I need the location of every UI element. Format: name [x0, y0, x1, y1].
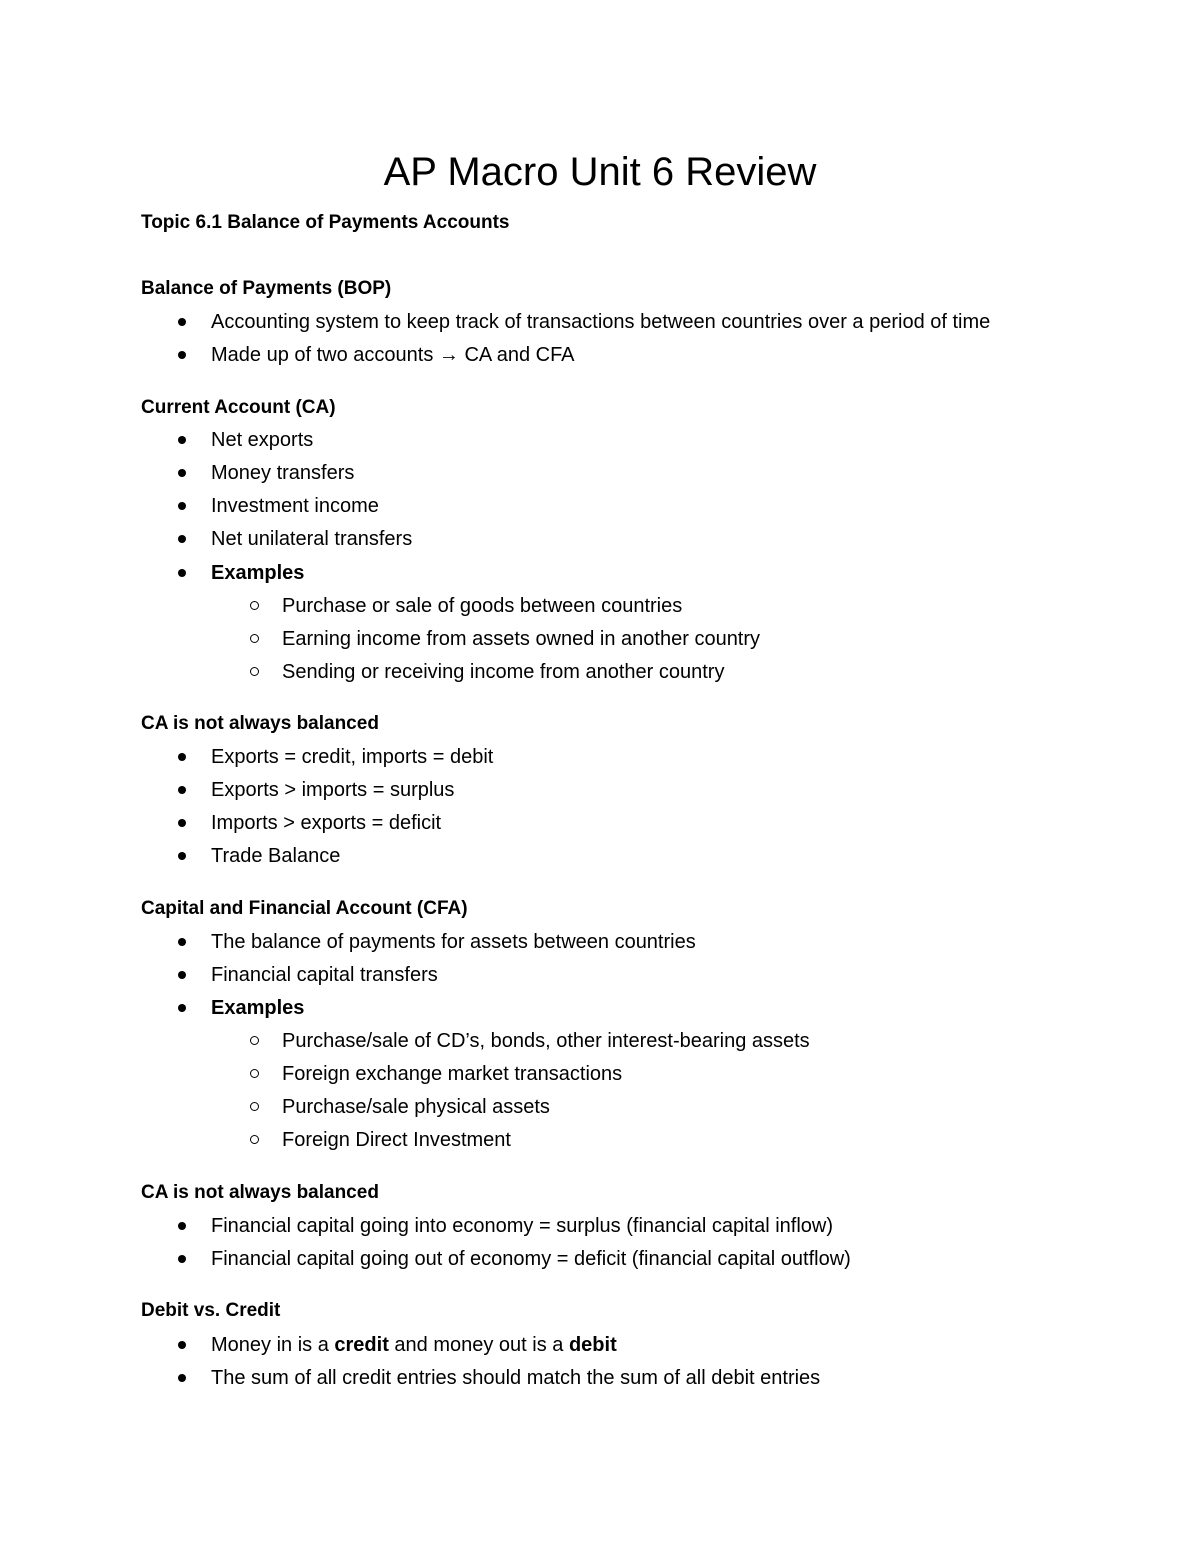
list-item: Exports > imports = surplus	[211, 777, 454, 803]
credit-term: credit	[334, 1334, 389, 1356]
list-item: Examples	[211, 995, 304, 1021]
bullet-icon	[178, 786, 186, 794]
bullet-icon	[178, 535, 186, 543]
list-item: Financial capital going out of economy = deficit (financial capital outflow)	[211, 1246, 851, 1272]
list-item: Examples	[211, 560, 304, 586]
bullet-icon	[178, 351, 186, 359]
bullet-icon	[178, 502, 186, 510]
sub-list-item: Purchase/sale physical assets	[282, 1094, 550, 1120]
bullet-icon	[178, 819, 186, 827]
bullet-icon	[178, 753, 186, 761]
list-item: Accounting system to keep track of transactions between countries over a period of time	[211, 309, 990, 335]
list-item: Financial capital transfers	[211, 962, 438, 988]
document-title: AP Macro Unit 6 Review	[383, 150, 817, 194]
hollow-bullet-icon	[250, 1036, 259, 1045]
section-heading-debit-credit: Debit vs. Credit	[141, 1300, 281, 1321]
hollow-bullet-icon	[250, 667, 259, 676]
bullet-icon	[178, 852, 186, 860]
section-heading-cfa: Capital and Financial Account (CFA)	[141, 898, 468, 919]
list-item: Net unilateral transfers	[211, 526, 412, 552]
sub-list-item: Purchase/sale of CD’s, bonds, other interest-bearing assets	[282, 1028, 810, 1054]
list-item: Net exports	[211, 427, 313, 453]
topic-heading: Topic 6.1 Balance of Payments Accounts	[141, 212, 510, 233]
debit-term: debit	[568, 1334, 617, 1356]
sub-list-item: Purchase or sale of goods between countries	[282, 593, 682, 619]
list-item: Money transfers	[211, 460, 354, 486]
list-item: The sum of all credit entries should match the sum of all debit entries	[211, 1365, 820, 1391]
bullet-icon	[178, 1255, 186, 1263]
bullet-icon	[178, 938, 186, 946]
bullet-icon	[178, 1222, 186, 1230]
list-item: The balance of payments for assets between countries	[211, 929, 696, 955]
section-heading-current-account: Current Account (CA)	[141, 397, 336, 418]
bullet-icon	[178, 569, 186, 577]
sub-list-item: Sending or receiving income from another country	[282, 659, 724, 685]
sub-list-item: Foreign Direct Investment	[282, 1127, 511, 1153]
list-item: Investment income	[211, 493, 379, 519]
list-item: Trade Balance	[211, 843, 340, 869]
hollow-bullet-icon	[250, 1069, 259, 1078]
list-item: Imports > exports = deficit	[211, 810, 441, 836]
bullet-icon	[178, 1341, 186, 1349]
bullet-icon	[178, 1004, 186, 1012]
list-item: Money in is a credit and money out is a debit	[211, 1332, 617, 1358]
bullet-icon	[178, 1374, 186, 1382]
section-heading-cfa-balance: CA is not always balanced	[141, 1182, 379, 1203]
list-item: Financial capital going into economy = surplus (financial capital inflow)	[211, 1213, 833, 1239]
section-heading-bop: Balance of Payments (BOP)	[141, 278, 392, 299]
hollow-bullet-icon	[250, 634, 259, 643]
list-item: Made up of two accounts → CA and CFA	[211, 342, 575, 368]
sub-list-item: Earning income from assets owned in another country	[282, 626, 760, 652]
list-item: Exports = credit, imports = debit	[211, 744, 493, 770]
sub-list-item: Foreign exchange market transactions	[282, 1061, 622, 1087]
hollow-bullet-icon	[250, 601, 259, 610]
section-heading-ca-balance: CA is not always balanced	[141, 713, 379, 734]
bullet-icon	[178, 469, 186, 477]
bullet-icon	[178, 436, 186, 444]
bullet-icon	[178, 971, 186, 979]
hollow-bullet-icon	[250, 1102, 259, 1111]
bullet-icon	[178, 318, 186, 326]
hollow-bullet-icon	[250, 1135, 259, 1144]
